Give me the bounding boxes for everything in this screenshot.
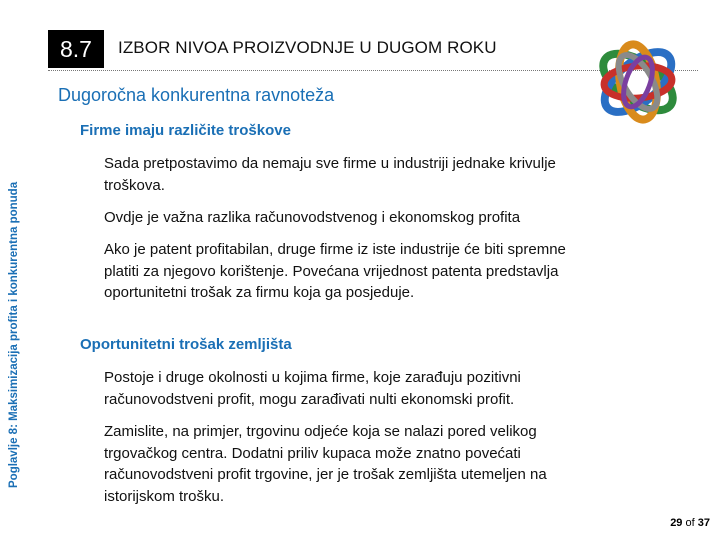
page-of: of	[685, 517, 695, 529]
page-total: 37	[697, 517, 710, 529]
paragraph: Ovdje je važna razlika računovodstvenog i ekonomskog profita	[104, 209, 521, 226]
page-current: 29	[670, 517, 683, 529]
section-number: 8.7	[48, 30, 104, 68]
paragraph: Zamislite, na primjer, trgovinu odjeće koja se nalazi pored velikog trgovačkog centra. Dodatni priliv kupaca može znatno povećati računovodstveni profit trgovine, jer je trošak zemljišta utemeljen na istorijskom trošku.	[104, 423, 547, 505]
paragraph: Ako je patent profitabilan, druge firme iz iste industrije će biti spremne platiti za njegovo korištenje. Povećana vrijednost patenta predstavlja oportunitetni trošak za firmu koja ga posjeduje.	[104, 241, 566, 301]
subtitle: Dugoročna konkurentna ravnoteža	[58, 85, 335, 105]
paragraph: Postoje i druge okolnosti u kojima firme, koje zarađuju pozitivni računovodstveni profit, mogu zarađivati nulti ekonomski profit.	[104, 369, 521, 408]
page-title: IZBOR NIVOA PROIZVODNJE U DUGOM ROKU	[118, 38, 497, 57]
section-heading: Firme imaju različite troškove	[80, 122, 291, 139]
paragraph: Sada pretpostavimo da nemaju sve firme u industriji jednake krivulje troškova.	[104, 155, 556, 194]
page-counter	[670, 517, 710, 529]
chapter-side-label: Poglavlje 8: Maksimizacija profita i konkurentna ponuda	[8, 181, 20, 488]
colored-rings-logo	[586, 26, 690, 138]
section-heading: Oportunitetni trošak zemljišta	[80, 336, 292, 353]
